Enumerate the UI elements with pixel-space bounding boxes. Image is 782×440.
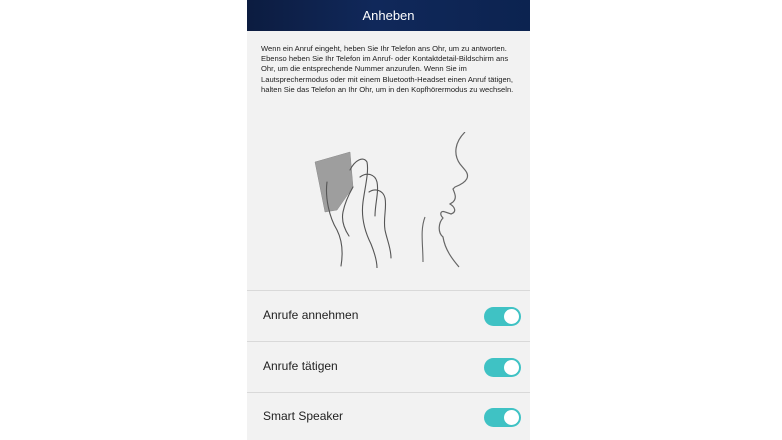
page-title: Anheben [362,8,415,23]
toggle-knob [504,360,519,375]
toggle-knob [504,309,519,324]
setting-label: Anrufe annehmen [263,308,359,322]
smart-speaker-toggle[interactable] [484,408,521,427]
feature-description: Wenn ein Anruf eingeht, heben Sie Ihr Telefon ans Ohr, um zu antworten. Ebenso heben Sie Ihr Telefon im Anruf- oder Kontaktdetail-Bildschirm ans Ohr, um die entsprechende Nummer anzurufen. Wenn Sie im Lautsprechermodus oder mit einem Bluetooth-Headset einen Anruf tätigen, halten Sie das Telefon an Ihr Ohr, um in den Kopfhörermodus zu wechseln. [261,44,514,94]
setting-label: Anrufe tätigen [263,359,338,373]
neck-line [422,217,425,262]
toggle-knob [504,410,519,425]
setting-label: Smart Speaker [263,409,344,423]
phone-icon [315,152,353,212]
phone-screen [247,0,530,440]
setting-row-smart-speaker[interactable] [247,392,530,440]
anrufe-annehmen-toggle[interactable] [484,307,521,326]
raise-to-ear-illustration [305,132,475,268]
face-profile-icon [439,132,467,267]
anrufe-taetigen-toggle[interactable] [484,358,521,377]
setting-row-anrufe-taetigen[interactable] [247,342,530,392]
setting-row-anrufe-annehmen[interactable] [247,291,530,341]
title-bar [247,0,530,31]
